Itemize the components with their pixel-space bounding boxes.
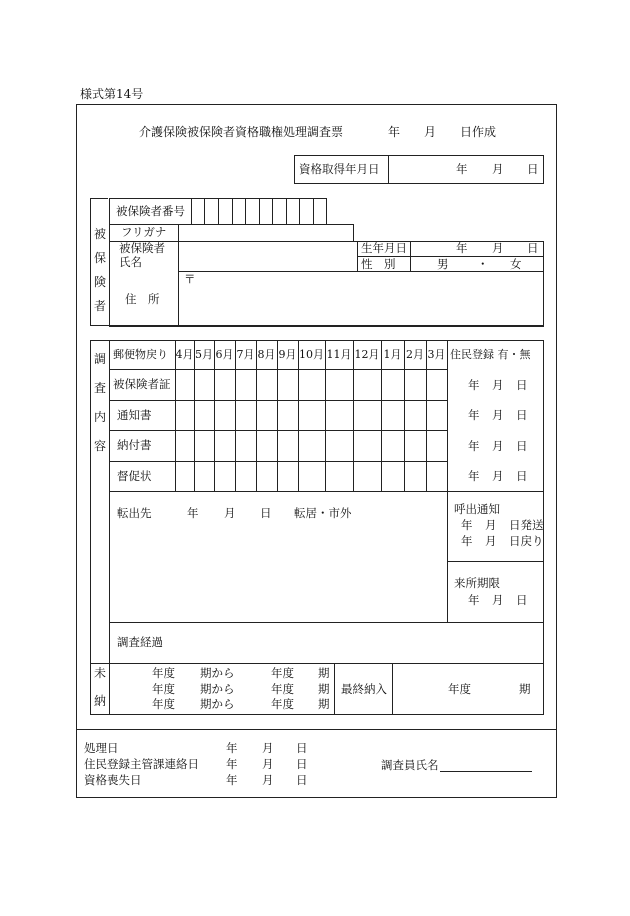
acquisition-year[interactable]: 年 [456, 162, 468, 176]
line [392, 663, 393, 715]
line [245, 198, 246, 224]
visit-deadline-month[interactable]: 月 [492, 593, 504, 607]
date-month-2[interactable]: 月 [492, 408, 504, 422]
created-day: 日作成 [460, 125, 497, 139]
line [272, 198, 273, 224]
line [353, 340, 354, 491]
processing-year[interactable]: 年 [226, 741, 238, 755]
processing-date-label: 処理日 [84, 741, 119, 755]
date-year-3[interactable]: 年 [468, 439, 480, 453]
mail-returned-label: 郵便物戻り [113, 348, 168, 361]
month-7: 7月 [236, 348, 255, 361]
line [325, 340, 326, 491]
moved-to-month[interactable]: 月 [224, 506, 236, 520]
moved-to-day[interactable]: 日 [260, 506, 272, 520]
line [299, 198, 300, 224]
line [109, 400, 447, 401]
line [109, 622, 544, 623]
line [109, 491, 544, 492]
unpaid-line1-period[interactable]: 期 [318, 666, 330, 680]
name-label-line1: 被保険者 [119, 241, 165, 255]
last-payment-period[interactable]: 期 [519, 682, 531, 696]
form-title: 介護保険被保険者資格職権処理調査票 [139, 125, 344, 139]
line [214, 340, 215, 491]
month-9: 9月 [278, 348, 297, 361]
line [447, 561, 544, 562]
row-notice: 通知書 [117, 408, 152, 422]
birth-day[interactable]: 日 [527, 241, 539, 255]
unpaid-line1-nendo1[interactable]: 年度 [152, 666, 175, 680]
address-label: 住 所 [125, 292, 160, 306]
line [256, 340, 257, 491]
line [109, 198, 110, 326]
summons-sent[interactable]: 日発送 [509, 518, 544, 532]
acquisition-label: 資格取得年月日 [299, 162, 380, 176]
line [277, 340, 278, 491]
line [298, 340, 299, 491]
row-insurance-card: 被保険者証 [113, 377, 171, 391]
last-payment-nendo[interactable]: 年度 [448, 682, 471, 696]
line [178, 271, 544, 272]
line [235, 340, 236, 491]
month-10: 10月 [299, 348, 324, 361]
processing-month[interactable]: 月 [262, 741, 274, 755]
visit-deadline-label: 来所期限 [454, 576, 500, 590]
survey-section-label: 調 査 内 容 [93, 352, 106, 453]
unpaid-line2-period[interactable]: 期 [318, 682, 330, 696]
furigana-field[interactable] [180, 226, 350, 240]
line [109, 369, 447, 370]
month-2: 2月 [406, 348, 424, 361]
postal-mark: 〒 [184, 272, 196, 286]
line [204, 198, 205, 224]
visit-deadline-day[interactable]: 日 [516, 593, 528, 607]
line [194, 340, 195, 491]
line [313, 198, 314, 224]
unpaid-line1-from[interactable]: 期から [200, 666, 235, 680]
month-3: 3月 [427, 348, 446, 361]
divider [388, 155, 389, 184]
month-6: 6月 [215, 348, 234, 361]
line [109, 241, 544, 242]
insured-number-label: 被保険者番号 [116, 204, 185, 218]
month-5: 5月 [195, 348, 213, 361]
line [191, 198, 192, 224]
visit-deadline-year[interactable]: 年 [468, 593, 480, 607]
birth-month[interactable]: 月 [492, 241, 504, 255]
summons-label: 呼出通知 [454, 502, 500, 516]
progress-label: 調査経過 [117, 635, 163, 649]
sex-dot: ・ [477, 257, 489, 271]
sex-label: 性 別 [361, 257, 396, 271]
line [404, 340, 405, 491]
date-day-4[interactable]: 日 [516, 469, 528, 483]
line [353, 224, 354, 241]
unpaid-line3-nendo2[interactable]: 年度 [271, 697, 294, 711]
moved-to-note[interactable]: 転居・市外 [294, 506, 352, 520]
date-day-3[interactable]: 日 [516, 439, 528, 453]
line [109, 340, 110, 715]
unpaid-line1-nendo2[interactable]: 年度 [271, 666, 294, 680]
month-4: 4月 [175, 348, 194, 361]
line [447, 340, 448, 623]
loss-month[interactable]: 月 [262, 773, 274, 787]
loss-date-label: 資格喪失日 [84, 773, 142, 787]
line [381, 340, 382, 491]
summons-returned-month[interactable]: 月 [485, 534, 497, 548]
date-year-2[interactable]: 年 [468, 408, 480, 422]
row-reminder: 督促状 [117, 469, 152, 483]
insured-section-label: 被 保 険 者 [93, 227, 106, 313]
loss-day[interactable]: 日 [296, 773, 308, 787]
month-8: 8月 [257, 348, 276, 361]
registry-contact-day[interactable]: 日 [296, 757, 308, 771]
birth-year[interactable]: 年 [456, 241, 468, 255]
summons-returned[interactable]: 日戻り [509, 534, 544, 548]
acquisition-month[interactable]: 月 [492, 162, 504, 176]
investigator-signature-line[interactable] [440, 771, 532, 772]
summons-sent-year[interactable]: 年 [461, 518, 473, 532]
acquisition-day[interactable]: 日 [527, 162, 539, 176]
line [286, 198, 287, 224]
summons-sent-month[interactable]: 月 [485, 518, 497, 532]
line [109, 430, 447, 431]
date-day-1[interactable]: 日 [516, 378, 528, 392]
summons-returned-year[interactable]: 年 [461, 534, 473, 548]
month-12: 12月 [354, 348, 380, 361]
line [232, 198, 233, 224]
created-year: 年 [388, 125, 401, 139]
unpaid-line2-from[interactable]: 期から [200, 682, 235, 696]
address-field[interactable] [196, 274, 541, 324]
unpaid-line3-period[interactable]: 期 [318, 697, 330, 711]
date-year-4[interactable]: 年 [468, 469, 480, 483]
footer-divider [76, 729, 557, 730]
line [90, 198, 108, 199]
last-payment-label: 最終納入 [341, 682, 387, 696]
month-1: 1月 [383, 348, 402, 361]
registry-contact-year[interactable]: 年 [226, 757, 238, 771]
moved-to-label: 転出先 [117, 506, 152, 520]
line [90, 663, 544, 664]
line [218, 198, 219, 224]
name-label-line2: 氏名 [119, 255, 142, 269]
unpaid-line3-nendo1[interactable]: 年度 [152, 697, 175, 711]
registry-contact-label: 住民登録主管課連絡日 [84, 757, 199, 771]
investigator-label: 調査員氏名 [381, 758, 439, 772]
line [326, 198, 327, 224]
date-month-4[interactable]: 月 [492, 469, 504, 483]
line [109, 326, 544, 327]
resident-registry[interactable]: 住民登録 有・無 [450, 348, 531, 361]
birth-label: 生年月日 [361, 241, 407, 255]
moved-to-year[interactable]: 年 [187, 506, 199, 520]
form-number: 様式第14号 [80, 87, 144, 101]
unpaid-line2-nendo2[interactable]: 年度 [271, 682, 294, 696]
date-month-1[interactable]: 月 [492, 378, 504, 392]
loss-year[interactable]: 年 [226, 773, 238, 787]
progress-field[interactable] [175, 625, 540, 660]
line [109, 461, 447, 462]
line [175, 340, 176, 491]
processing-day[interactable]: 日 [296, 741, 308, 755]
furigana-label: フリガナ [121, 225, 167, 239]
row-payment-slip: 納付書 [117, 438, 152, 452]
date-year-1[interactable]: 年 [468, 378, 480, 392]
line [259, 198, 260, 224]
line [543, 241, 544, 326]
month-11: 11月 [326, 348, 352, 361]
unpaid-section-label: 未 納 [93, 666, 106, 708]
line [178, 224, 179, 326]
date-month-3[interactable]: 月 [492, 439, 504, 453]
created-month: 月 [424, 125, 437, 139]
sex-female[interactable]: 女 [510, 257, 522, 271]
registry-contact-month[interactable]: 月 [262, 757, 274, 771]
date-day-2[interactable]: 日 [516, 408, 528, 422]
sex-male[interactable]: 男 [437, 257, 449, 271]
line [334, 663, 335, 715]
unpaid-line3-from[interactable]: 期から [200, 697, 235, 711]
line [426, 340, 427, 491]
name-field[interactable] [180, 243, 355, 269]
unpaid-line2-nendo1[interactable]: 年度 [152, 682, 175, 696]
